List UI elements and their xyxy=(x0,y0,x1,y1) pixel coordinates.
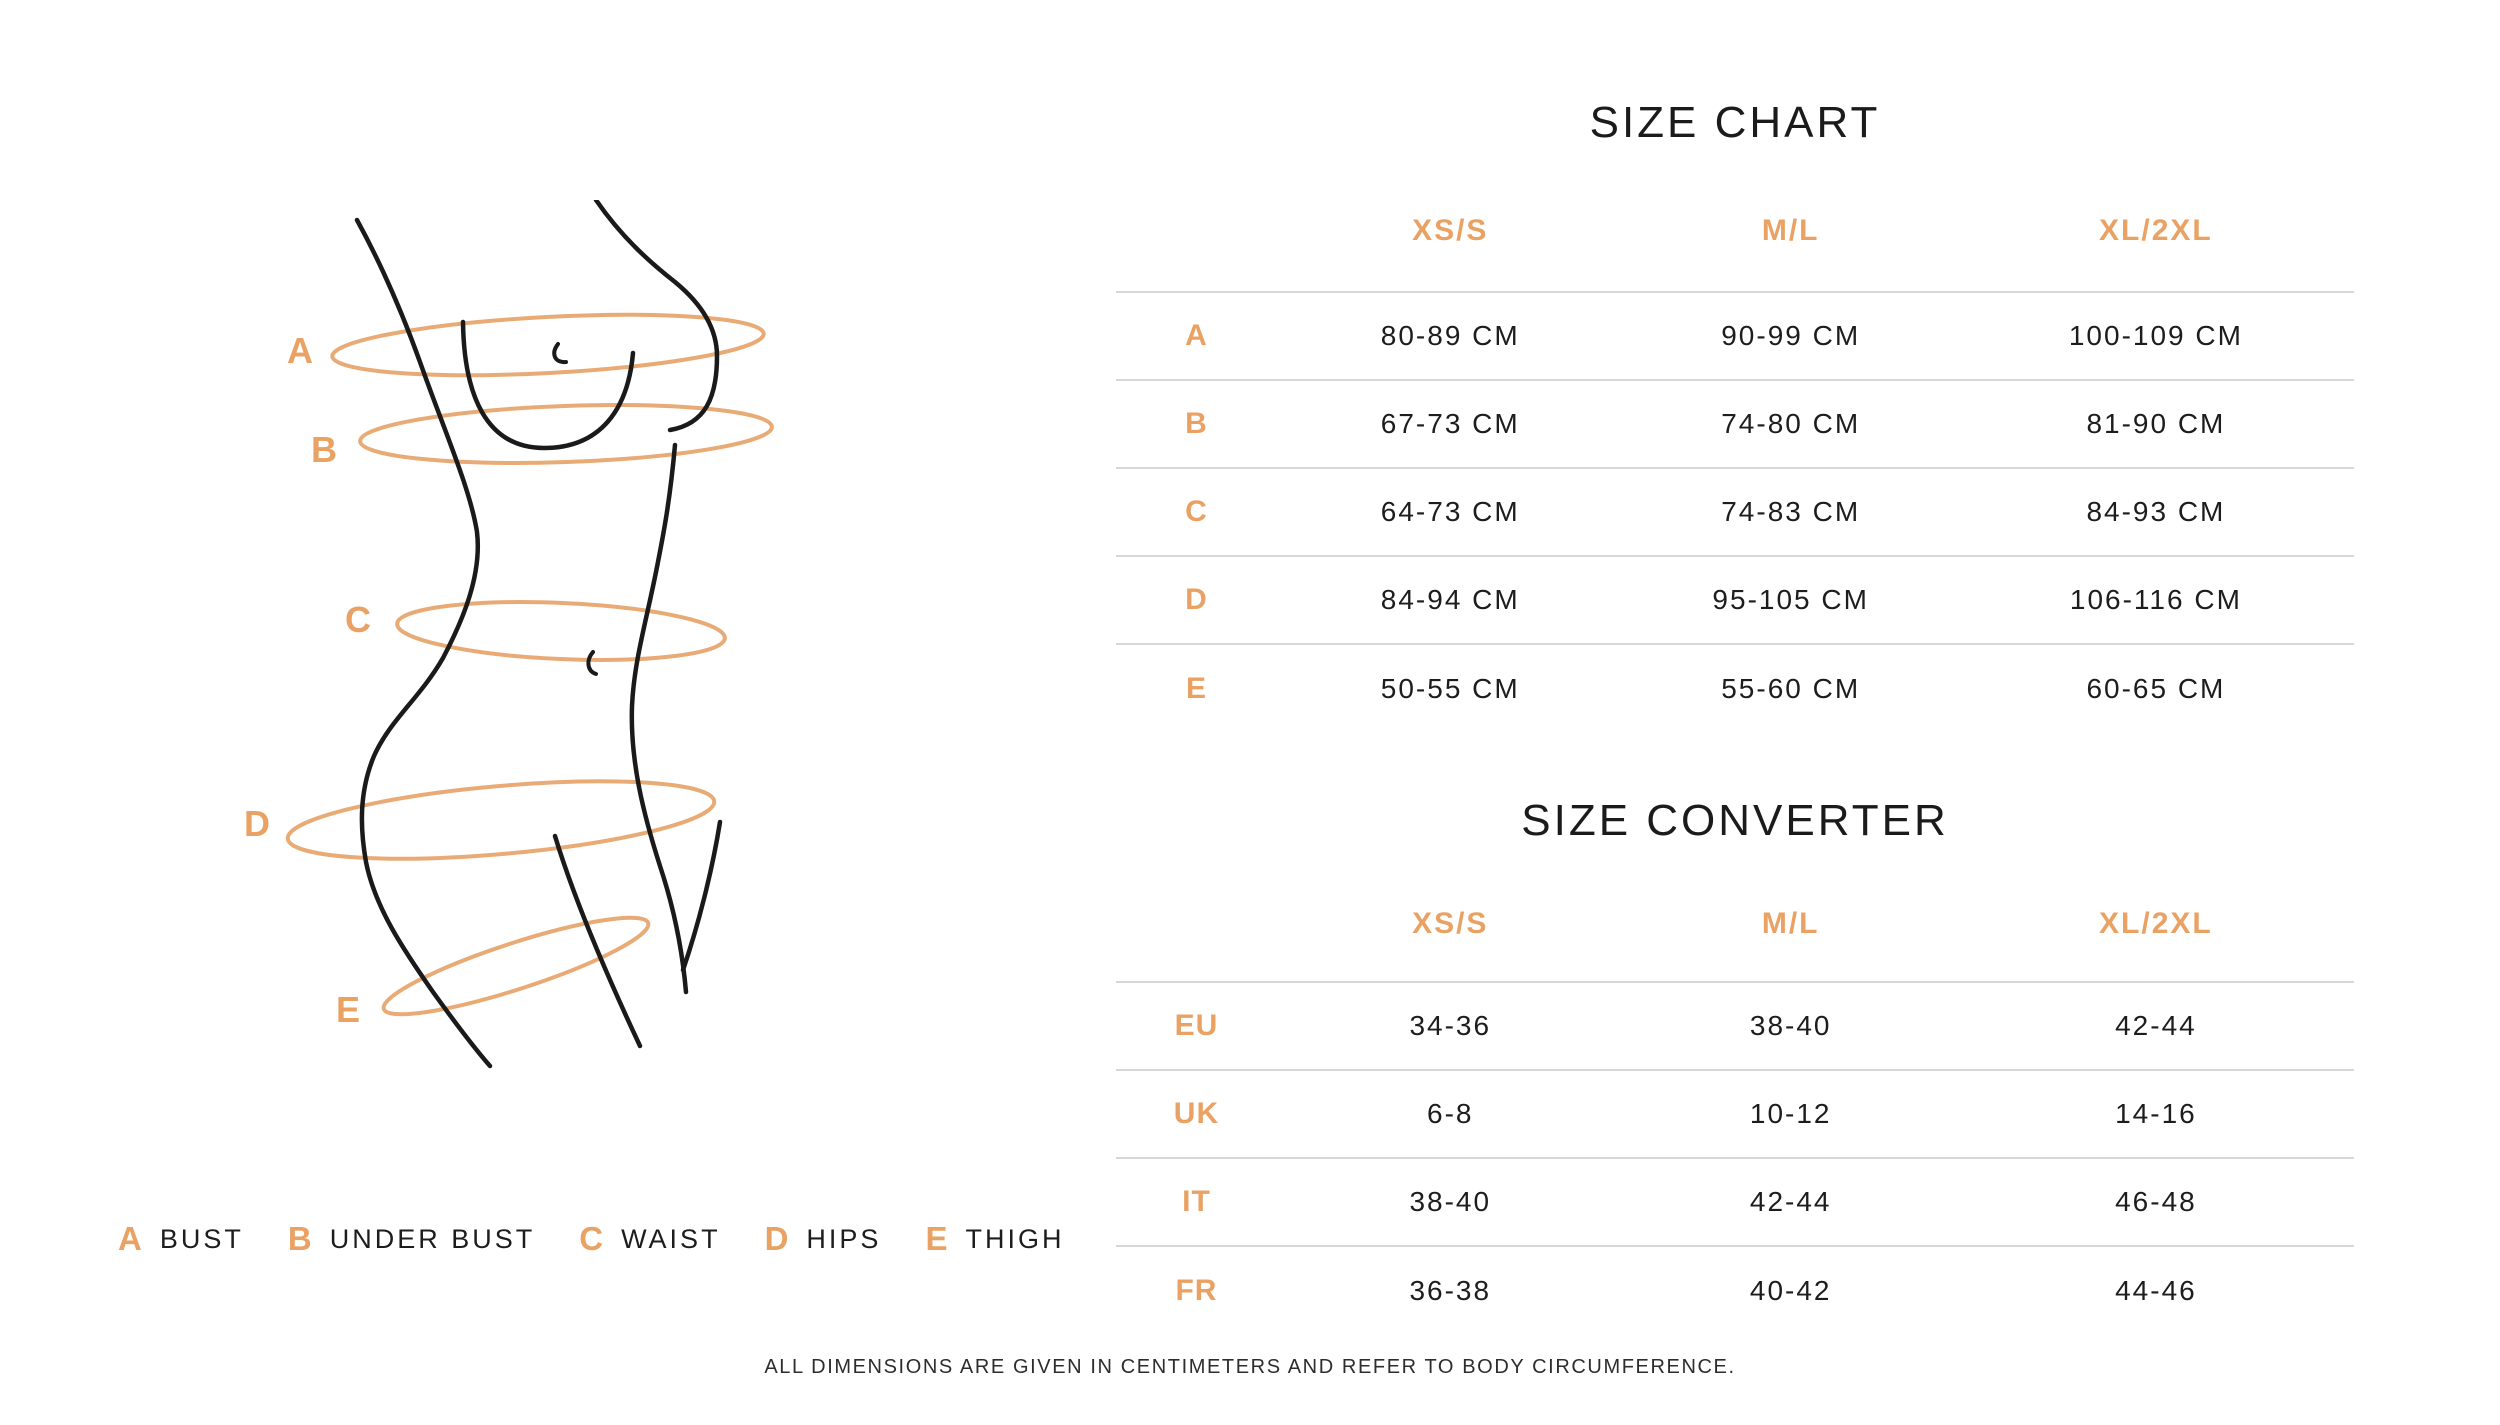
legend-key: E xyxy=(925,1220,949,1257)
cell: 100-109 CM xyxy=(1958,292,2354,380)
table-row-it xyxy=(1116,1158,2354,1246)
cell: 44-46 xyxy=(2115,1274,2197,1306)
legend-item-under-bust xyxy=(288,1220,535,1258)
table-row-c xyxy=(1116,468,2354,556)
figure-label-b: B xyxy=(311,429,337,470)
table-row-b xyxy=(1116,380,2354,468)
row-label: C xyxy=(1116,468,1277,556)
thigh-ellipse xyxy=(377,901,656,1031)
left-breast-line xyxy=(463,322,633,448)
back-thigh-line xyxy=(683,822,720,970)
size-converter-table xyxy=(1116,846,2354,1334)
table-row-a xyxy=(1116,292,2354,380)
cell: 40-42 xyxy=(1749,1274,1832,1306)
figure-labels xyxy=(244,330,371,1030)
cell: 64-73 CM xyxy=(1277,468,1624,556)
cell: 38-40 xyxy=(1624,982,1958,1070)
figure-label-e: E xyxy=(335,989,361,1030)
figure-label-d: D xyxy=(244,803,270,844)
cell: 106-116 CM xyxy=(1958,556,2354,644)
right-body-line xyxy=(632,445,686,992)
size-chart-title: SIZE CHART xyxy=(1589,98,1881,147)
column-header-m-l: M/L xyxy=(1624,148,1958,292)
row-label: EU xyxy=(1116,982,1277,1070)
legend-key: D xyxy=(764,1220,790,1257)
footer-note: ALL DIMENSIONS ARE GIVEN IN CENTIMETERS AND REFER TO BODY CIRCUMFERENCE. xyxy=(764,1356,1736,1378)
row-label: FR xyxy=(1175,1273,1218,1307)
left-body-line xyxy=(357,220,490,1066)
cell: 10-12 xyxy=(1624,1070,1958,1158)
row-label: B xyxy=(1116,380,1277,468)
inner-thigh-line xyxy=(555,836,640,1046)
cell: 95-105 CM xyxy=(1624,556,1958,644)
figure-label-c: C xyxy=(345,599,371,640)
cell: 46-48 xyxy=(1958,1158,2354,1246)
navel-mark xyxy=(588,652,596,674)
size-chart-header-row xyxy=(1116,148,2354,292)
legend-key: A xyxy=(118,1220,143,1257)
measurement-legend xyxy=(118,1220,1064,1258)
cell: 42-44 xyxy=(1958,982,2354,1070)
cell: 80-89 CM xyxy=(1277,292,1624,380)
cell: 67-73 CM xyxy=(1277,380,1624,468)
table-row-fr xyxy=(1116,1246,2354,1334)
cell: 38-40 xyxy=(1277,1158,1624,1246)
legend-label: WAIST xyxy=(621,1223,721,1254)
column-header-xs-s: XS/S xyxy=(1277,148,1624,292)
cell: 34-36 xyxy=(1277,982,1624,1070)
table-row-e xyxy=(1116,644,2354,732)
size-chart-table xyxy=(1116,148,2354,732)
body-measurement-figure xyxy=(200,200,840,1100)
legend-label: BUST xyxy=(159,1223,244,1254)
cell: 55-60 CM xyxy=(1721,672,1861,704)
cell: 14-16 xyxy=(1958,1070,2354,1158)
size-converter-header-row xyxy=(1116,846,2354,982)
legend-key: C xyxy=(579,1220,605,1257)
cell: 6-8 xyxy=(1277,1070,1624,1158)
legend-item-bust xyxy=(118,1220,244,1258)
table-row-eu xyxy=(1116,982,2354,1070)
row-label: IT xyxy=(1116,1158,1277,1246)
bust-ellipse xyxy=(331,306,765,385)
legend-label: HIPS xyxy=(806,1223,882,1254)
legend-item-waist xyxy=(579,1220,720,1258)
cell: 50-55 CM xyxy=(1380,672,1520,704)
cell: 36-38 xyxy=(1409,1274,1492,1306)
under-bust-ellipse xyxy=(359,399,773,469)
cell: 84-94 CM xyxy=(1277,556,1624,644)
column-header-m-l: M/L xyxy=(1624,846,1958,982)
legend-item-hips xyxy=(765,1220,882,1258)
legend-item-thigh xyxy=(925,1220,1064,1258)
column-header-xs-s: XS/S xyxy=(1277,846,1624,982)
figure-label-a: A xyxy=(287,330,313,371)
corner-cell xyxy=(1116,148,1277,292)
hips-ellipse xyxy=(285,767,717,872)
size-tables-panel xyxy=(1116,0,2354,1334)
cell: 74-80 CM xyxy=(1624,380,1958,468)
table-row-d xyxy=(1116,556,2354,644)
cell: 84-93 CM xyxy=(1958,468,2354,556)
corner-cell xyxy=(1116,846,1277,982)
column-header-xl-2xl: XL/2XL xyxy=(1958,846,2354,982)
legend-label: THIGH xyxy=(965,1223,1065,1254)
cell: 60-65 CM xyxy=(2086,672,2226,704)
cell: 74-83 CM xyxy=(1624,468,1958,556)
row-label: A xyxy=(1116,292,1277,380)
nipple-mark xyxy=(554,344,566,362)
row-label: E xyxy=(1185,671,1207,705)
column-header-xl-2xl: XL/2XL xyxy=(1958,148,2354,292)
legend-key: B xyxy=(287,1220,313,1257)
cell: 81-90 CM xyxy=(1958,380,2354,468)
row-label: UK xyxy=(1116,1070,1277,1158)
cell: 42-44 xyxy=(1624,1158,1958,1246)
row-label: D xyxy=(1116,556,1277,644)
table-row-uk xyxy=(1116,1070,2354,1158)
legend-label: UNDER BUST xyxy=(329,1223,536,1254)
size-converter-title: SIZE CONVERTER xyxy=(1521,796,1949,845)
cell: 90-99 CM xyxy=(1624,292,1958,380)
